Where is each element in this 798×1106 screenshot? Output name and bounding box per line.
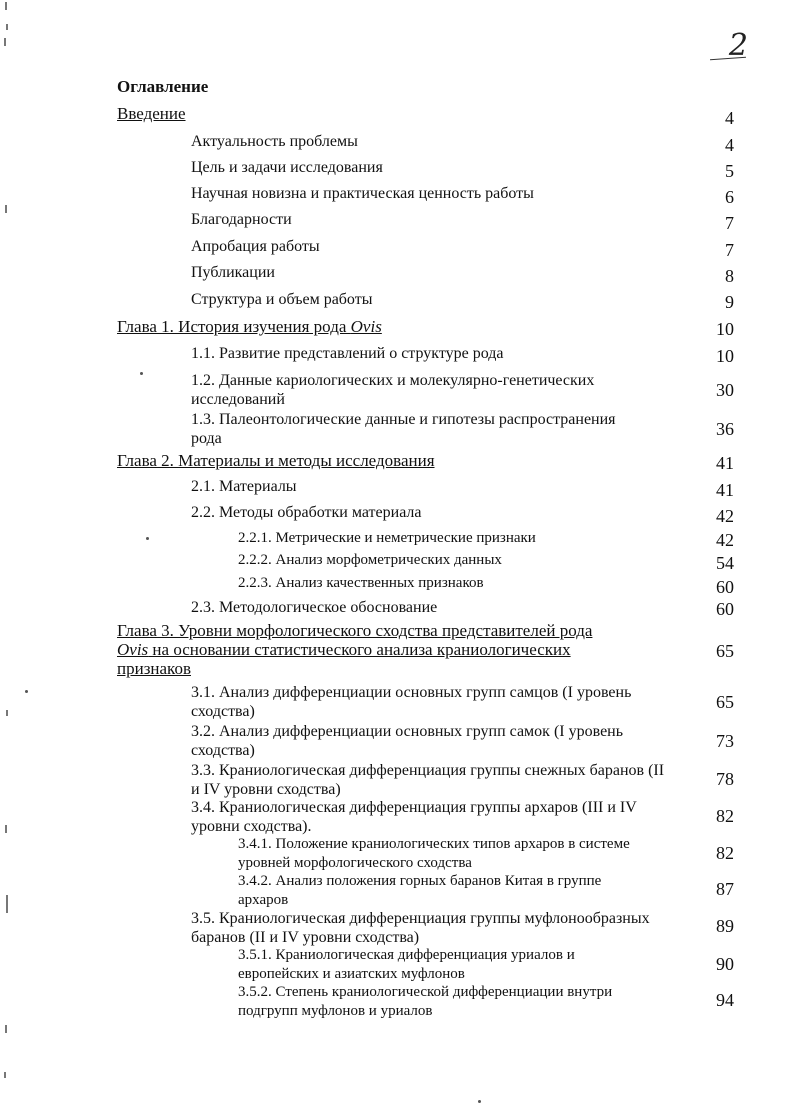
toc-page-number: 8: [725, 266, 734, 286]
toc-page-number: 60: [716, 577, 734, 597]
toc-page-number: 82: [716, 843, 734, 863]
toc-entry: Публикации: [191, 264, 275, 281]
scan-dot: [146, 537, 149, 540]
scan-mark: [4, 1072, 6, 1078]
toc-entry: Структура и объем работы: [191, 291, 373, 308]
toc-entry: 1.2. Данные кариологических и молекулярно-генетических исследований: [191, 372, 595, 408]
toc-entry: Научная новизна и практическая ценность работы: [191, 185, 534, 202]
toc-entry: 3.4.2. Анализ положения горных баранов Китая в группе архаров: [238, 873, 602, 908]
toc-page-number: 10: [716, 346, 734, 366]
toc-entry: 3.5.2. Степень краниологической дифференциации внутри подгрупп муфлонов и уриалов: [238, 984, 613, 1019]
toc-entry: Введение: [117, 104, 186, 123]
toc-page-number: 30: [716, 380, 734, 400]
toc-page-number: 9: [725, 292, 734, 312]
toc-page-number: 65: [716, 641, 734, 661]
scan-dot: [478, 1100, 481, 1103]
toc-page-number: 6: [725, 187, 734, 207]
toc-page-number: 82: [716, 806, 734, 826]
toc-page-number: 5: [725, 161, 734, 181]
scan-mark: [6, 24, 8, 30]
toc-entry: Апробация работы: [191, 238, 320, 255]
toc-page-number: 41: [716, 453, 734, 473]
toc-entry: 3.4. Краниологическая дифференциация группы архаров (III и IV уровни сходства).: [191, 799, 637, 835]
scan-mark: [6, 895, 8, 913]
toc-entry: 3.1. Анализ дифференциации основных групп самцов (I уровень сходства): [191, 684, 632, 720]
toc-page-number: 4: [725, 108, 734, 128]
toc-entry: Актуальность проблемы: [191, 133, 358, 150]
toc-page-number: 4: [725, 135, 734, 155]
toc-page-number: 7: [725, 240, 734, 260]
toc-entry: 3.4.1. Положение краниологических типов архаров в системе уровней морфологического сходства: [238, 836, 630, 871]
toc-entry: 3.3. Краниологическая дифференциация группы снежных баранов (II и IV уровни сходства): [191, 762, 665, 798]
scan-mark: [4, 38, 6, 46]
toc-entry: 2.2.3. Анализ качественных признаков: [238, 575, 484, 591]
toc-page-number: 89: [716, 916, 734, 936]
toc-page-number: 7: [725, 213, 734, 233]
handwritten-page-number: 2: [728, 28, 748, 63]
toc-entry: Благодарности: [191, 211, 292, 228]
scan-mark: [5, 825, 7, 833]
toc-entry: 3.5. Краниологическая дифференциация группы муфлонообразных баранов (II и IV уровни сходства): [191, 910, 650, 946]
toc-entry: 1.3. Палеонтологические данные и гипотезы распространения рода: [191, 411, 616, 447]
toc-chapter: Глава 2. Материалы и методы исследования: [117, 451, 435, 470]
scan-dot: [140, 372, 143, 375]
toc-page-number: 87: [716, 879, 734, 899]
toc-chapter: Глава 1. История изучения рода Ovis: [117, 317, 382, 336]
scan-mark: [5, 1025, 7, 1033]
toc-heading: Оглавление: [117, 77, 209, 96]
toc-page-number: 65: [716, 692, 734, 712]
toc-entry: 2.1. Материалы: [191, 478, 297, 495]
scan-mark: [5, 2, 7, 10]
scan-dot: [25, 690, 28, 693]
toc-page-number: 36: [716, 419, 734, 439]
toc-entry: 2.2.1. Метрические и неметрические признаки: [238, 530, 536, 546]
toc-entry: Цель и задачи исследования: [191, 159, 383, 176]
toc-page-number: 78: [716, 769, 734, 789]
toc-chapter: Глава 3. Уровни морфологического сходства представителей рода Ovis на основании статистического анализа краниологических признаков: [117, 621, 593, 678]
toc-page-number: 54: [716, 553, 734, 573]
toc-page-number: 73: [716, 731, 734, 751]
toc-page-number: 41: [716, 480, 734, 500]
toc-entry: 3.5.1. Краниологическая дифференциация уриалов и европейских и азиатских муфлонов: [238, 947, 575, 982]
scan-mark: [6, 710, 8, 716]
toc-entry: 3.2. Анализ дифференциации основных групп самок (I уровень сходства): [191, 723, 624, 759]
toc-entry: 2.2. Методы обработки материала: [191, 504, 422, 521]
toc-page-number: 60: [716, 599, 734, 619]
toc-page-number: 90: [716, 954, 734, 974]
toc-page-number: 42: [716, 506, 734, 526]
toc-page-number: 42: [716, 530, 734, 550]
toc-page-number: 94: [716, 990, 734, 1010]
toc-entry: 2.2.2. Анализ морфометрических данных: [238, 552, 502, 568]
toc-entry: 1.1. Развитие представлений о структуре рода: [191, 345, 504, 362]
toc-entry: 2.3. Методологическое обоснование: [191, 599, 438, 616]
toc-page-number: 10: [716, 319, 734, 339]
scan-mark: [5, 205, 7, 213]
